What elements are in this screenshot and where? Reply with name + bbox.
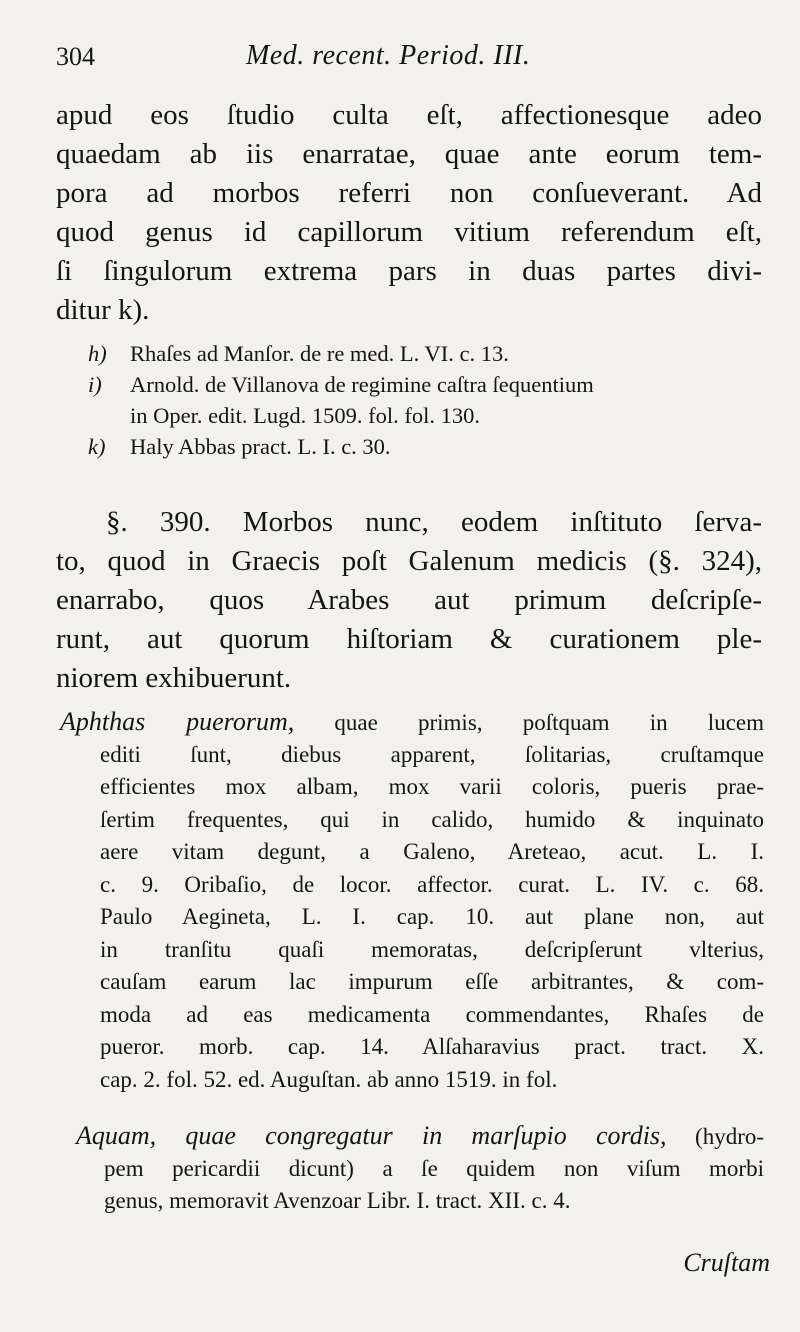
footnote-marker: h)	[88, 341, 107, 366]
text-line: efficientes mox albam, mox varii coloris, pueris prae-	[100, 774, 764, 799]
footnote-marker: k)	[88, 434, 106, 459]
footnote-text: Rhaſes ad Manſor. de re med. L. VI. c. 13.	[130, 341, 509, 366]
text-line: aere vitam degunt, a Galeno, Areteao, acut. L. I.	[100, 839, 764, 864]
footnote	[88, 338, 764, 369]
catchword: Cruſtam	[683, 1248, 770, 1277]
text-line: ſertim frequentes, qui in calido, humido & inquinato	[100, 806, 764, 832]
text-line: c. 9. Oribaſio, de locor. affector. curat. L. IV. c. 68.	[100, 871, 764, 897]
aquam-indented-block	[76, 1153, 764, 1218]
text-line: apud eos ſtudio culta eſt, affectionesque adeo	[56, 99, 762, 131]
text-line: to, quod in Graecis poſt Galenum medicis (§. 324),	[56, 545, 762, 577]
text-line: pora ad morbos referri non conſueverant. Ad	[56, 177, 762, 209]
text-line: niorem exhibuerunt.	[56, 662, 292, 694]
text-line: cauſam earum lac impurum eſſe arbitrantes, & com-	[100, 969, 764, 994]
text-line: quaedam ab iis enarratae, quae ante eorum tem-	[56, 138, 762, 170]
text-line: editi ſunt, diebus apparent, ſolitarias, cruſtamque	[100, 741, 764, 767]
text-line: moda ad eas medicamenta commendantes, Rhaſes de	[100, 1001, 764, 1027]
text-line: enarrabo, quos Arabes aut primum deſcripſe-	[56, 584, 762, 616]
aphthas-lead: Aphthas puerorum,	[60, 707, 295, 736]
text-line: ſi ſingulorum extrema pars in duas partes divi-	[56, 255, 762, 287]
section-heading-line: §. 390. Morbos nunc, eodem inſtituto ſerva-	[106, 506, 762, 538]
section-paragraph	[56, 503, 762, 698]
aphthas-first-line: quae primis, poſtquam in lucem	[334, 710, 764, 735]
footnote	[88, 431, 764, 462]
text-line: cap. 2. fol. 52. ed. Auguſtan. ab anno 1519. in fol.	[100, 1066, 558, 1092]
intro-paragraph	[56, 96, 762, 330]
text-line: runt, aut quorum hiſtoriam & curationem ple-	[56, 623, 762, 655]
aquam-paragraph	[76, 1120, 764, 1218]
aphthas-indented-block	[60, 739, 764, 1097]
text-line: genus, memoravit Avenzoar Libr. I. tract. XII. c. 4.	[104, 1188, 571, 1213]
page-number: 304	[56, 42, 95, 71]
aquam-first-line: (hydro-	[695, 1124, 765, 1149]
text-line: pem pericardii dicunt) a ſe quidem non viſum morbi	[104, 1155, 764, 1181]
text-line	[60, 706, 764, 739]
text-line: Paulo Aegineta, L. I. cap. 10. aut plane non, aut	[100, 904, 764, 929]
text-line: ditur k).	[56, 294, 150, 326]
aphthas-paragraph	[60, 706, 764, 1096]
aquam-lead: Aquam, quae congregatur in marſupio cordis,	[76, 1121, 667, 1150]
text-line: in tranſitu quaſi memoratas, deſcripſerunt vlterius,	[100, 936, 764, 962]
footnote-marker: i)	[88, 372, 102, 397]
page-header	[56, 36, 756, 76]
footnote-text: Haly Abbas pract. L. I. c. 30.	[130, 434, 391, 459]
footnote	[88, 369, 764, 400]
footnotes	[88, 338, 764, 462]
footnote-text: Arnold. de Villanova de regimine caſtra ſequentium	[130, 372, 594, 397]
text-line: pueror. morb. cap. 14. Alſaharavius pract. tract. X.	[100, 1034, 764, 1059]
running-head: Med. recent. Period. III.	[246, 40, 531, 71]
footnote-continuation: in Oper. edit. Lugd. 1509. fol. fol. 130.	[130, 403, 480, 428]
text-line	[76, 1120, 764, 1153]
text-line: quod genus id capillorum vitium referendum eſt,	[56, 216, 762, 248]
